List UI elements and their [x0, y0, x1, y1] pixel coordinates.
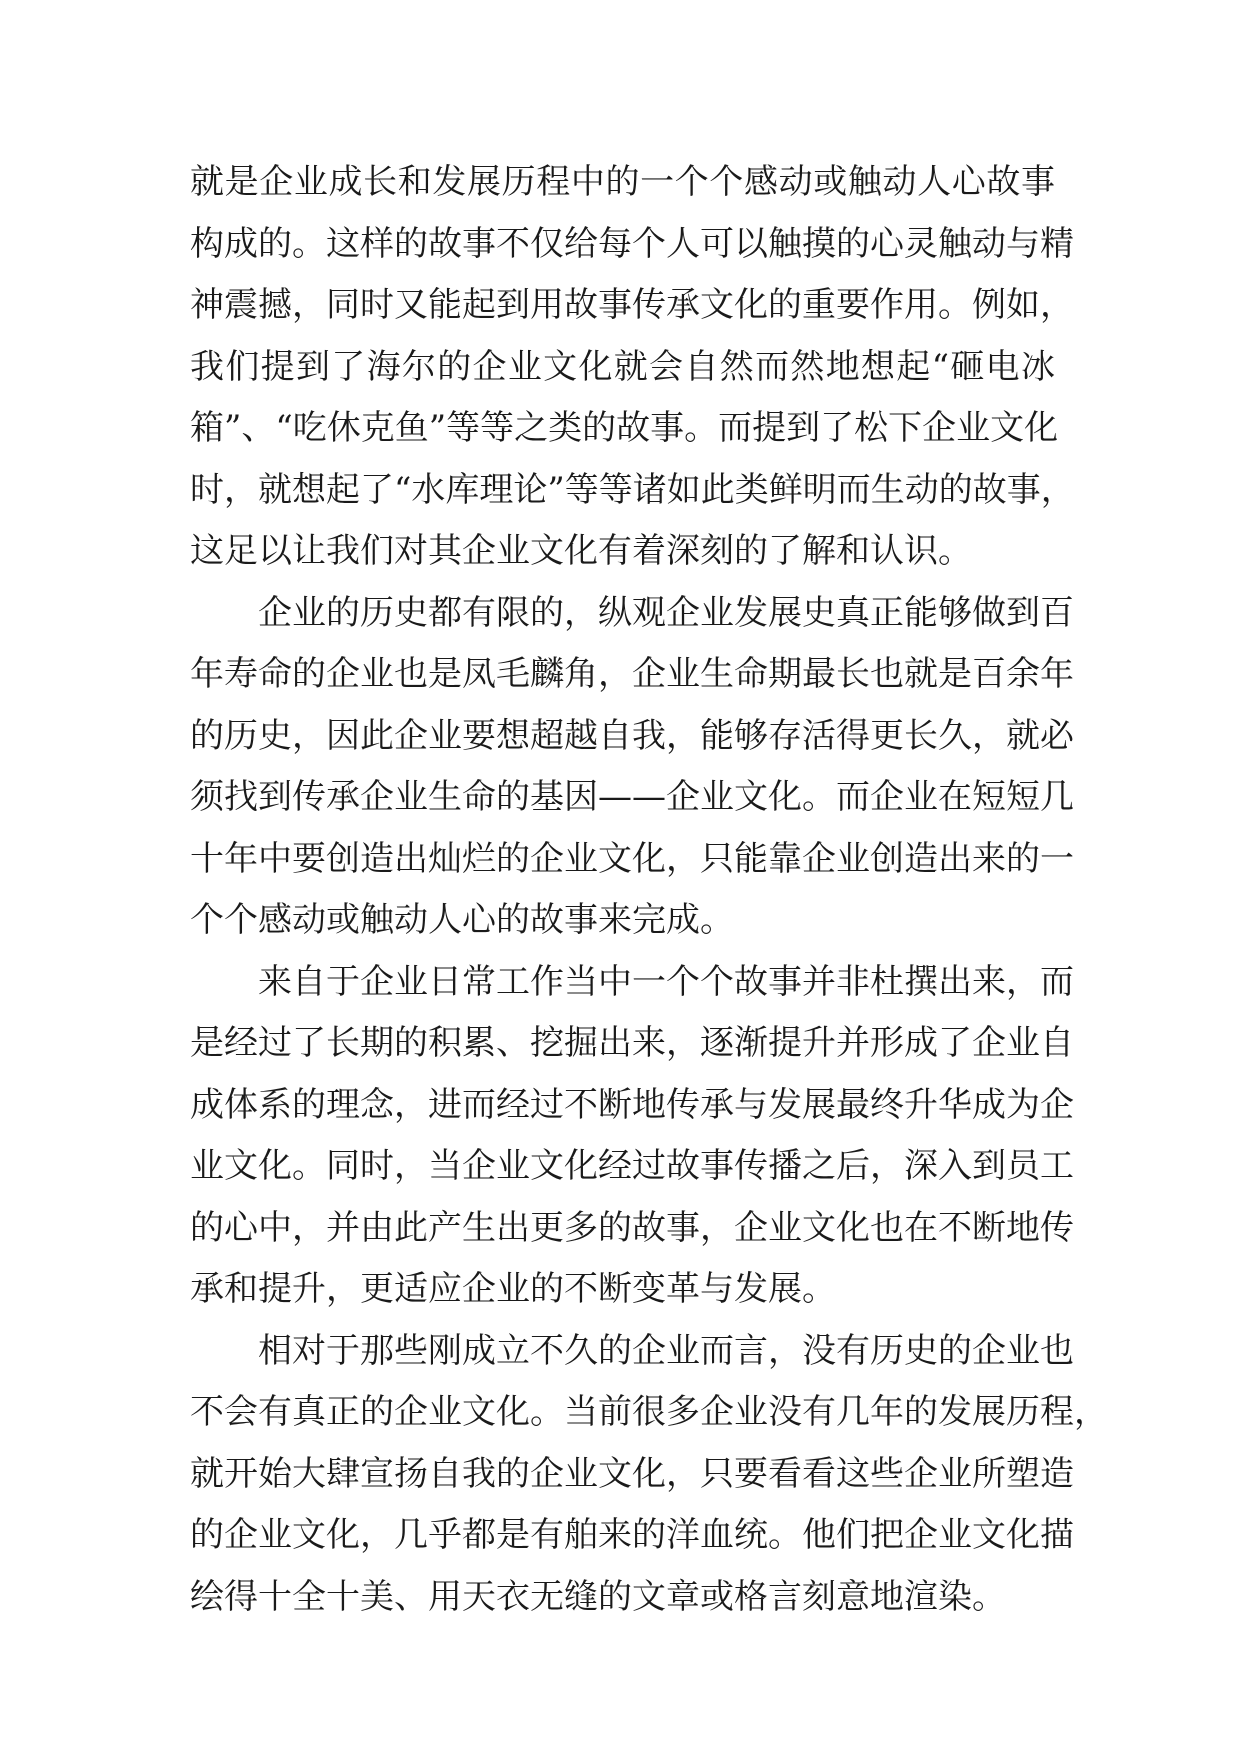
text-line: 成体系的理念，进而经过不断地传承与发展最终升华成为企 [190, 1084, 1074, 1125]
text-line: 来自于企业日常工作当中一个个故事并非杜撰出来，而 [258, 961, 1074, 1002]
text-line: 业文化。同时，当企业文化经过故事传播之后，深入到员工 [190, 1146, 1074, 1186]
text-line: 的心中，并由此产生出更多的故事，企业文化也在不断地传 [190, 1207, 1074, 1248]
text-line: 相对于那些刚成立不久的企业而言，没有历史的企业也 [258, 1330, 1074, 1371]
paragraph [190, 1321, 1108, 1629]
text-line: 个个感动或触动人心的故事来完成。 [190, 900, 734, 940]
text-line: 箱”、“吃休克鱼”等等之类的故事。而提到了松下企业文化 [190, 408, 1059, 448]
paragraph [190, 152, 1075, 583]
text-line: 不会有真正的企业文化。当前很多企业没有几年的发展历程， [190, 1392, 1108, 1432]
text-line: 这足以让我们对其企业文化有着深刻的了解和认识。 [190, 531, 972, 571]
body-text [190, 152, 1108, 1628]
text-line: 绘得十全十美、用天衣无缝的文章或格言刻意地渲染。 [190, 1576, 1006, 1617]
text-line: 的企业文化，几乎都是有舶来的洋血统。他们把企业文化描 [190, 1515, 1074, 1555]
text-line: 企业的历史都有限的，纵观企业发展史真正能够做到百 [258, 592, 1074, 633]
text-line: 承和提升，更适应企业的不断变革与发展。 [190, 1269, 836, 1309]
text-line: 就是企业成长和发展历程中的一个个感动或触动人心故事 [190, 162, 1055, 202]
text-line: 神震撼，同时又能起到用故事传承文化的重要作用。例如， [190, 285, 1074, 325]
text-line: 年寿命的企业也是凤毛麟角，企业生命期最长也就是百余年 [190, 654, 1074, 694]
text-line: 须找到传承企业生命的基因——企业文化。而企业在短短几 [190, 777, 1074, 817]
text-line: 我们提到了海尔的企业文化就会自然而然地想起“砸电冰 [190, 346, 1055, 387]
text-line: 就开始大肆宣扬自我的企业文化，只要看看这些企业所塑造 [190, 1453, 1074, 1494]
text-line: 时，就想起了“水库理论”等等诸如此类鲜明而生动的故事， [190, 469, 1075, 510]
paragraph [190, 952, 1074, 1321]
text-line: 的历史，因此企业要想超越自我，能够存活得更长久，就必 [190, 715, 1074, 756]
text-line: 是经过了长期的积累、挖掘出来，逐渐提升并形成了企业自 [190, 1023, 1074, 1063]
text-line: 构成的。这样的故事不仅给每个人可以触摸的心灵触动与精 [190, 223, 1074, 264]
text-line: 十年中要创造出灿烂的企业文化，只能靠企业创造出来的一 [190, 838, 1074, 879]
paragraph [190, 583, 1074, 952]
